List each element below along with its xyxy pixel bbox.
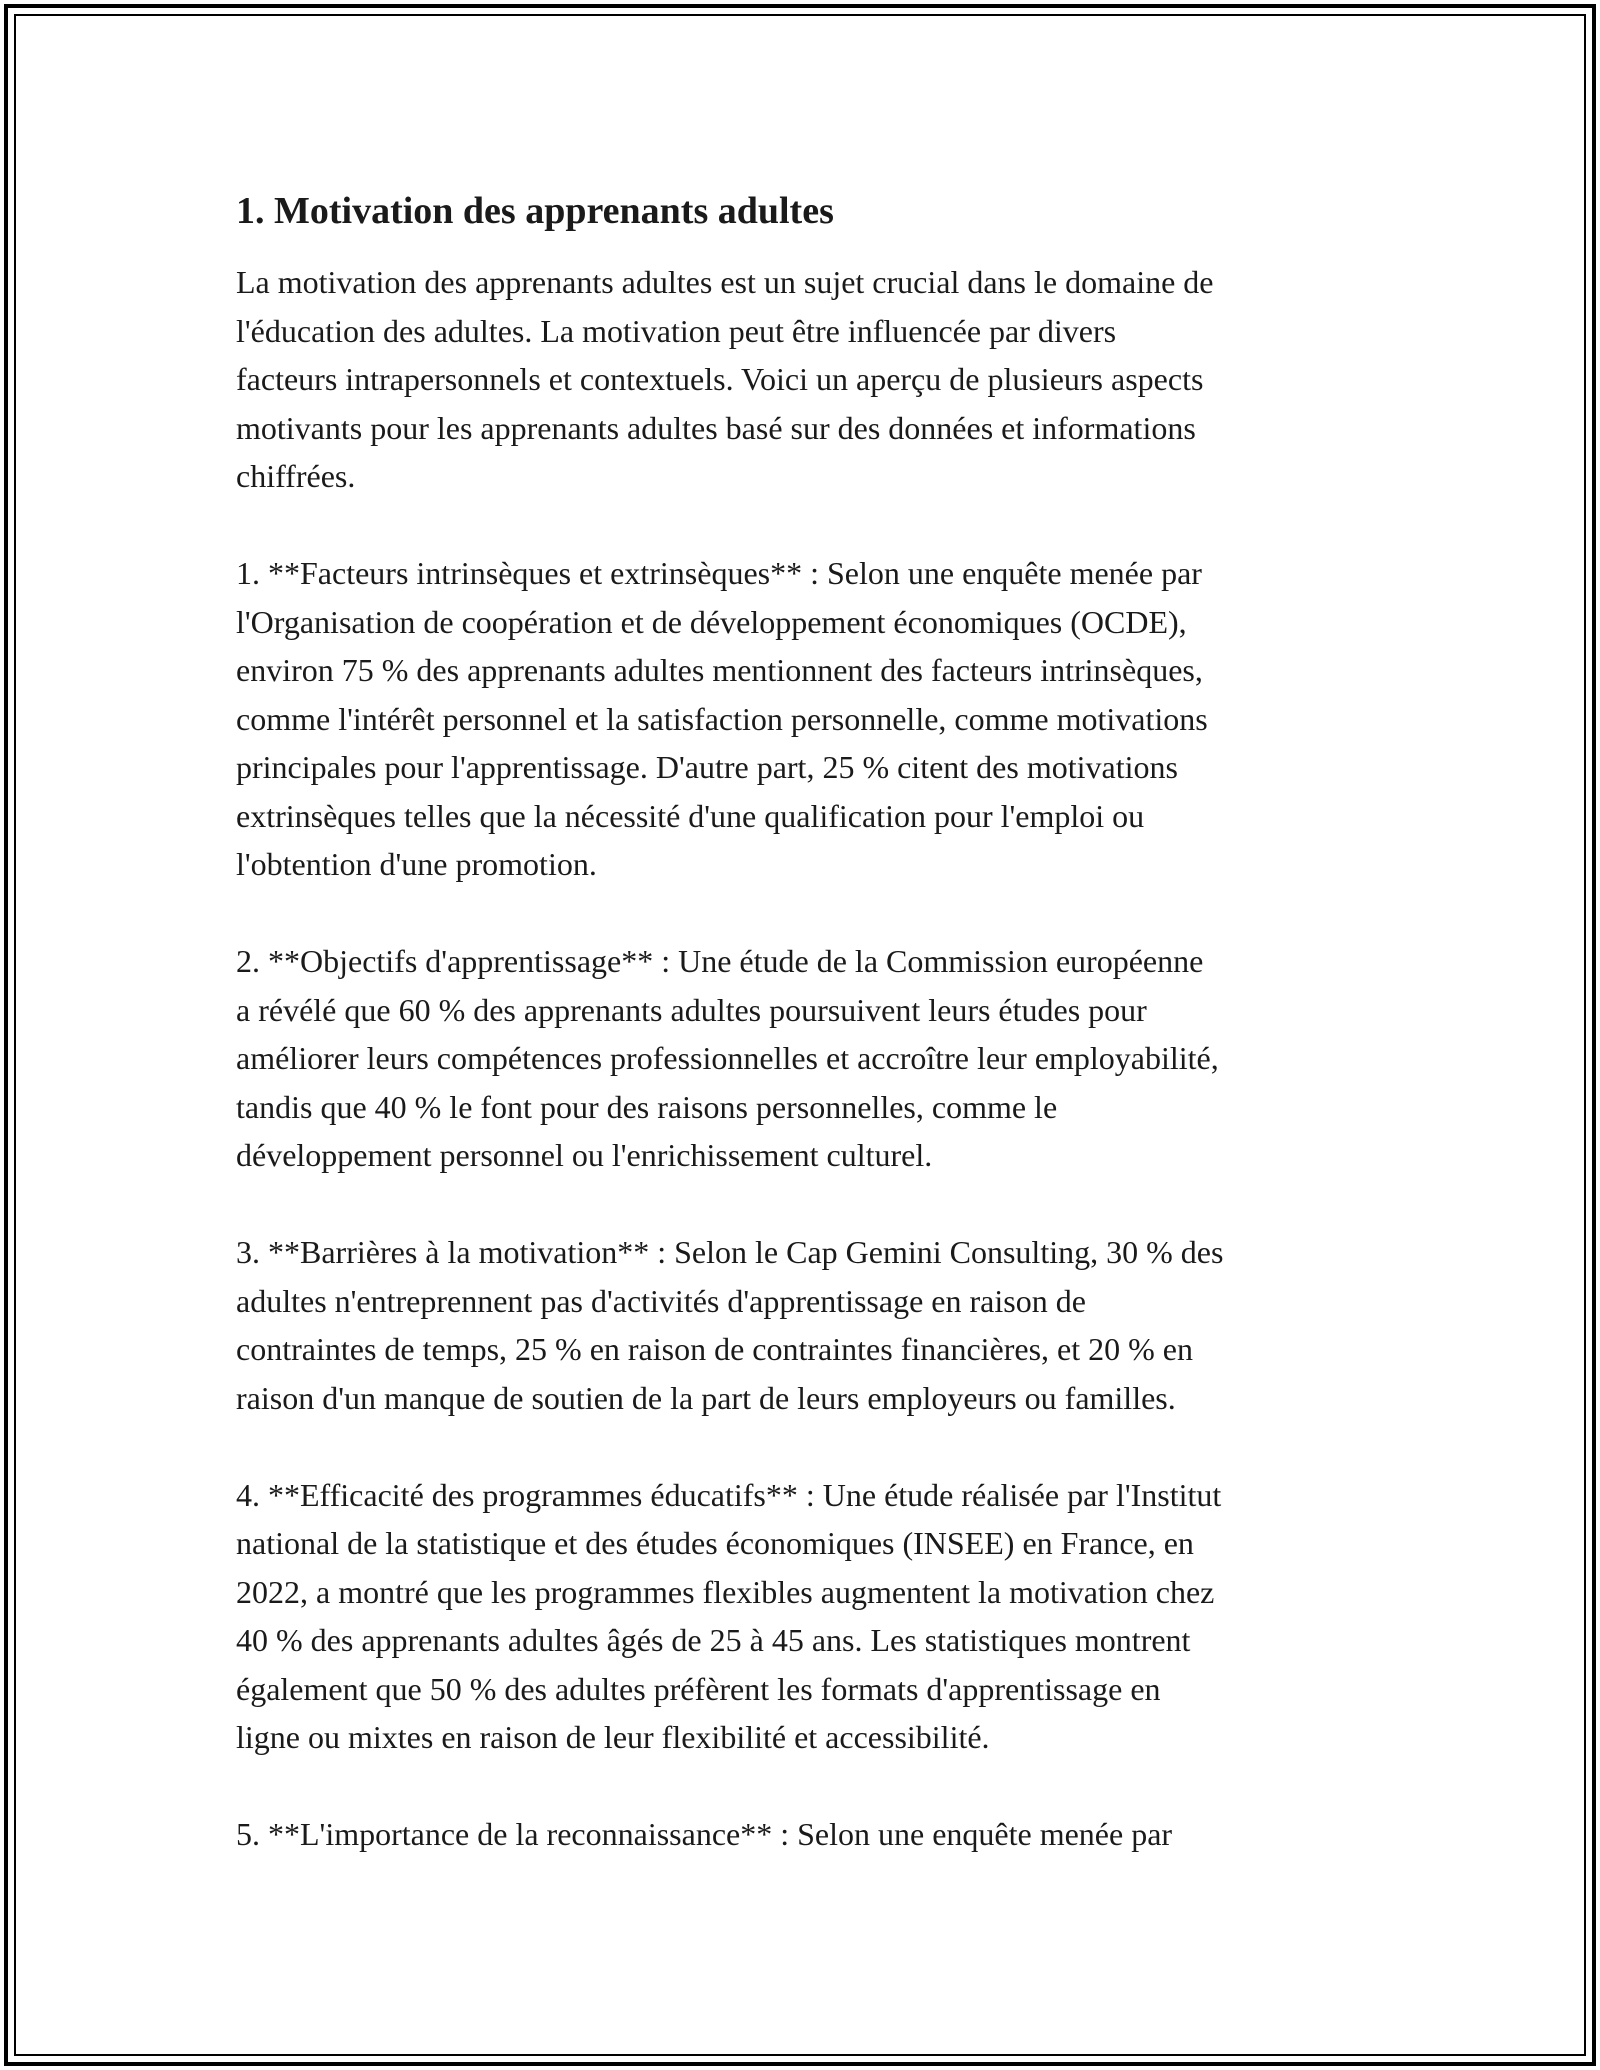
point-1-paragraph: 1. **Facteurs intrinsèques et extrinsèques** : Selon une enquête menée par l'Organisation de coopération et de développement économiques (OCDE), environ 75 % des apprenants adultes mentionnent des facteurs intrinsèques, comme l'intérêt personnel et la satisfaction personnelle, comme motivations principales pour l'apprentissage. D'autre part, 25 % citent des motivations extrinsèques telles que la nécessité d'une qualification pour l'emploi ou l'obtention d'une promotion. (236, 555, 1208, 882)
document-body (236, 186, 1376, 1907)
point-4-paragraph: 4. **Efficacité des programmes éducatifs** : Une étude réalisée par l'Institut national de la statistique et des études économiques (INSEE) en France, en 2022, a montré que les programmes flexibles augmentent la motivation chez 40 % des apprenants adultes âgés de 25 à 45 ans. Les statistiques montrent également que 50 % des adultes préfèrent les formats d'apprentissage en ligne ou mixtes en raison de leur flexibilité et accessibilité. (236, 1476, 1222, 1755)
section-heading: 1. Motivation des apprenants adultes (236, 190, 834, 232)
point-2-paragraph: 2. **Objectifs d'apprentissage** : Une étude de la Commission européenne a révélé que 60 % des apprenants adultes poursuivent leurs études pour améliorer leurs compétences professionnelles et accroître leur employabilité, tandis que 40 % le font pour des raisons personnelles, comme le développement personnel ou l'enrichissement culturel. (236, 943, 1219, 1173)
point-3-paragraph: 3. **Barrières à la motivation** : Selon le Cap Gemini Consulting, 30 % des adultes n'entreprennent pas d'activités d'apprentissage en raison de contraintes de temps, 25 % en raison de contraintes financières, et 20 % en raison d'un manque de soutien de la part de leurs employeurs ou familles. (236, 1234, 1224, 1416)
point-5-paragraph: 5. **L'importance de la reconnaissance** : Selon une enquête menée par (236, 1816, 1173, 1852)
intro-paragraph: La motivation des apprenants adultes est un sujet crucial dans le domaine de l'éducation des adultes. La motivation peut être influencée par divers facteurs intrapersonnels et contextuels. Voici un aperçu de plusieurs aspects motivants pour les apprenants adultes basé sur des données et informations chiffrées. (236, 264, 1214, 494)
